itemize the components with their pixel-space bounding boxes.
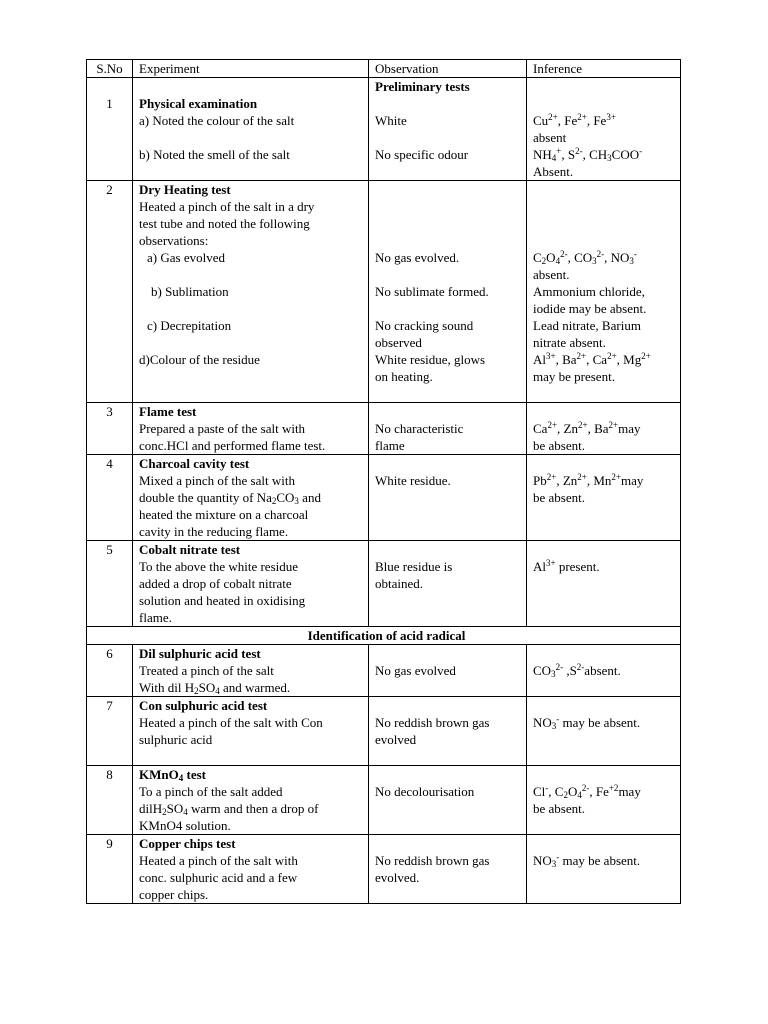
- experiment-title: Flame test: [139, 404, 197, 419]
- observation-text: No specific odour: [375, 147, 469, 162]
- experiment-title: Dry Heating test: [139, 182, 231, 197]
- observation-cell: [369, 78, 527, 181]
- observation-cell: [369, 541, 527, 627]
- inference-text: $NO_3^-$ may be absent.: [533, 714, 641, 731]
- inference-text: absent.: [533, 267, 570, 282]
- experiment-title: Con sulphuric acid test: [139, 698, 268, 713]
- header-sno: S.No: [87, 60, 133, 78]
- table-row: [87, 766, 681, 835]
- inference-cell: [527, 835, 681, 904]
- inference-cell: [527, 403, 681, 455]
- table-row: [87, 181, 681, 403]
- experiment-desc: With dil $H_2SO_4$ and warmed.: [139, 680, 291, 696]
- observation-cell: [369, 455, 527, 541]
- observation-text: obtained.: [375, 576, 424, 591]
- inference-text: $Al^{3+}$, $Ba^{2+}$, $Ca^{2+}$, $Mg^{2+}$: [533, 351, 651, 367]
- inference-cell: [527, 766, 681, 835]
- observation-cell: [369, 645, 527, 697]
- row-number: 2: [87, 181, 133, 403]
- experiment-step: c) Decrepitation: [147, 318, 232, 333]
- experiment-desc: Heated a pinch of the salt with Con: [139, 715, 323, 730]
- experiment-step: b) Noted the smell of the salt: [139, 147, 290, 162]
- inference-text: iodide may be absent.: [533, 301, 647, 316]
- table-row: [87, 455, 681, 541]
- observation-text: No reddish brown gas: [375, 853, 490, 868]
- inference-cell: [527, 697, 681, 766]
- experiment-desc: observations:: [139, 233, 209, 248]
- observation-text: White: [375, 113, 407, 128]
- observation-cell: [369, 181, 527, 403]
- observation-text: No sublimate formed.: [375, 284, 489, 299]
- experiment-title: Copper chips test: [139, 836, 236, 851]
- observation-text: Blue residue is: [375, 559, 453, 574]
- observation-cell: [369, 835, 527, 904]
- experiment-cell: [133, 645, 369, 697]
- experiment-cell: [133, 181, 369, 403]
- observation-text: observed: [375, 335, 422, 350]
- inference-text: $Pb^{2+}$, $Zn^{2+}$, $Mn^{2+}may$: [533, 472, 644, 488]
- experiment-desc: double the quantity of $Na_2CO_3$ and: [139, 490, 321, 506]
- observation-cell: [369, 766, 527, 835]
- experiment-desc: flame.: [139, 610, 172, 625]
- inference-text: be absent.: [533, 490, 585, 505]
- observation-text: White residue.: [375, 473, 451, 488]
- section-row: [87, 627, 681, 645]
- experiment-step: a) Noted the colour of the salt: [139, 113, 295, 128]
- inference-text: absent: [533, 130, 567, 145]
- inference-text: $CO_3^{2-}$ $,S^{2-}absent$.: [533, 662, 621, 679]
- experiment-desc: Treated a pinch of the salt: [139, 663, 274, 678]
- observation-text: No reddish brown gas: [375, 715, 490, 730]
- table-row: [87, 403, 681, 455]
- experiment-desc: Prepared a paste of the salt with: [139, 421, 306, 436]
- observation-text: No decolourisation: [375, 784, 475, 799]
- inference-text: $Al^{3+}$ present.: [533, 558, 600, 574]
- experiment-desc: conc. sulphuric acid and a few: [139, 870, 298, 885]
- experiment-desc: To a pinch of the salt added: [139, 784, 283, 799]
- inference-cell: [527, 541, 681, 627]
- observation-cell: [369, 403, 527, 455]
- salt-analysis-table: [86, 59, 681, 904]
- experiment-desc: cavity in the reducing flame.: [139, 524, 289, 539]
- experiment-title: Charcoal cavity test: [139, 456, 250, 471]
- table-row: [87, 541, 681, 627]
- inference-text: $Cu^{2+}$, $Fe^{2+}$, $Fe^{3+}$: [533, 112, 616, 128]
- observation-text: on heating.: [375, 369, 433, 384]
- experiment-cell: [133, 697, 369, 766]
- row-number: 5: [87, 541, 133, 627]
- observation-cell: [369, 697, 527, 766]
- inference-text: $Ca^{2+}$, $Zn^{2+}$, $Ba^{2+}may$: [533, 420, 641, 436]
- table-row: [87, 697, 681, 766]
- experiment-desc: copper chips.: [139, 887, 209, 902]
- experiment-desc: sulphuric acid: [139, 732, 213, 747]
- inference-text: may be present.: [533, 369, 615, 384]
- experiment-title: Dil sulphuric acid test: [139, 646, 261, 661]
- experiment-desc: test tube and noted the following: [139, 216, 310, 231]
- inference-text: $C_2O_4^{2-}$, $CO_3^{2-}$, $NO_3^-$: [533, 249, 637, 266]
- experiment-cell: [133, 78, 369, 181]
- experiment-desc: Heated a pinch of the salt with: [139, 853, 298, 868]
- inference-text: Ammonium chloride,: [533, 284, 645, 299]
- table-row: [87, 78, 681, 181]
- table-row: [87, 835, 681, 904]
- observation-text: No gas evolved: [375, 663, 456, 678]
- row-number: 9: [87, 835, 133, 904]
- section-title-acid-radical: Identification of acid radical: [87, 627, 681, 645]
- inference-text: Lead nitrate, Barium: [533, 318, 641, 333]
- header-observation: Observation: [369, 60, 527, 78]
- experiment-cell: [133, 455, 369, 541]
- experiment-desc: To the above the white residue: [139, 559, 299, 574]
- inference-cell: [527, 455, 681, 541]
- experiment-desc: $dilH_2SO_4$ warm and then a drop of: [139, 801, 319, 817]
- table-row: [87, 645, 681, 697]
- header-row: [87, 60, 681, 78]
- experiment-desc: added a drop of cobalt nitrate: [139, 576, 292, 591]
- experiment-cell: [133, 403, 369, 455]
- observation-text: White residue, glows: [375, 352, 486, 367]
- observation-text: No characteristic: [375, 421, 464, 436]
- experiment-cell: [133, 766, 369, 835]
- experiment-title: Cobalt nitrate test: [139, 542, 241, 557]
- inference-text: $NO_3^-$ may be absent.: [533, 852, 641, 869]
- inference-text: be absent.: [533, 438, 585, 453]
- observation-text: evolved: [375, 732, 417, 747]
- row-number-text: 1: [106, 96, 113, 111]
- row-number: 6: [87, 645, 133, 697]
- experiment-desc: Mixed a pinch of the salt with: [139, 473, 295, 488]
- section-title-preliminary: Preliminary tests: [375, 79, 470, 94]
- header-inference: Inference: [527, 60, 681, 78]
- experiment-step: b) Sublimation: [151, 284, 229, 299]
- inference-cell: [527, 645, 681, 697]
- inference-text: Cl-, $C_2O_4^{2-}$, $Fe^{+2}may$: [533, 783, 641, 800]
- inference-text: nitrate absent.: [533, 335, 606, 350]
- experiment-desc: solution and heated in oxidising: [139, 593, 306, 608]
- inference-cell: [527, 78, 681, 181]
- inference-text: $NH_4^+$, $S^{2-}$, $CH_3COO^-$: [533, 146, 643, 163]
- row-number: 7: [87, 697, 133, 766]
- observation-text: evolved.: [375, 870, 420, 885]
- experiment-desc: heated the mixture on a charcoal: [139, 507, 309, 522]
- inference-text: Absent.: [533, 164, 574, 179]
- experiment-desc: conc.HCl and performed flame test.: [139, 438, 326, 453]
- observation-text: No cracking sound: [375, 318, 474, 333]
- row-number: 8: [87, 766, 133, 835]
- experiment-desc: Heated a pinch of the salt in a dry: [139, 199, 315, 214]
- experiment-title: KMnO$_4$ test: [139, 767, 206, 783]
- experiment-cell: [133, 835, 369, 904]
- salt-analysis-sheet: [86, 59, 681, 904]
- header-experiment: Experiment: [133, 60, 369, 78]
- row-number: 3: [87, 403, 133, 455]
- inference-cell: [527, 181, 681, 403]
- experiment-step: d)Colour of the residue: [139, 352, 260, 367]
- experiment-cell: [133, 541, 369, 627]
- row-number: [87, 78, 133, 181]
- inference-text: be absent.: [533, 801, 585, 816]
- experiment-title: Physical examination: [139, 96, 258, 111]
- experiment-step: a) Gas evolved: [147, 250, 225, 265]
- observation-text: No gas evolved.: [375, 250, 460, 265]
- experiment-desc: KMnO4 solution.: [139, 818, 231, 833]
- row-number: 4: [87, 455, 133, 541]
- observation-text: flame: [375, 438, 405, 453]
